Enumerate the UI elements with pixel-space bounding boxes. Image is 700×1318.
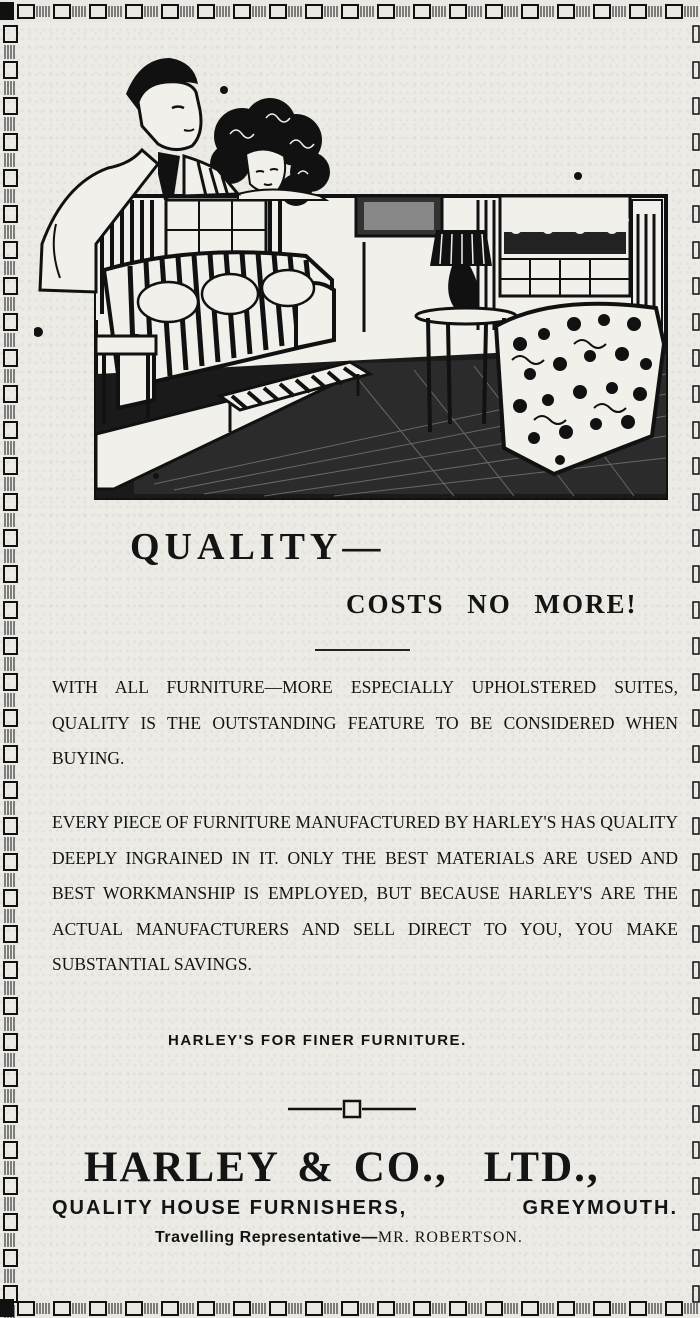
travelling-representative-line — [155, 1225, 523, 1251]
representative-name: MR. ROBERTSON. — [377, 1229, 523, 1246]
company-name-line — [84, 1140, 600, 1196]
short-divider-rule — [315, 649, 410, 651]
right-border-ornament — [692, 0, 700, 1318]
company-suffix: LTD., — [483, 1144, 600, 1191]
body-paragraph-manufacturing: EVERY PIECE OF FURNITURE MANUFACTURED BY HARLEY'S HAS QUALITY DEEPLY INGRAINED IN IT. ONLY THE BEST MATERIALS ARE USED AND BEST WORKMANSHIP IS EMPLOYED, BUT BECAUSE HARLEY'S ARE THE ACTUAL MANUFACTURERS AND SELL DIRECT TO YOU, YOU MAKE SUBSTANTIAL SAVINGS. — [52, 812, 678, 974]
tagline: HARLEY'S FOR FINER FURNITURE. — [168, 1032, 467, 1049]
headline-quality: QUALITY— — [130, 526, 386, 568]
representative-label: Travelling Representative— — [155, 1229, 378, 1246]
subheadline-costs-no-more: COSTS NO MORE! — [346, 589, 638, 619]
body-paragraph-upholstered-suites: WITH ALL FURNITURE—MORE ESPECIALLY UPHOLSTERED SUITES, QUALITY IS THE OUTSTANDING FEATURE TO BE CONSIDERED WHEN BUYING. — [52, 677, 678, 768]
divider-ornament-icon — [286, 1097, 418, 1121]
living-room-illustration — [34, 44, 670, 506]
business-town: GREYMOUTH. — [522, 1197, 678, 1219]
left-border-ornament — [0, 0, 22, 1318]
top-border-ornament — [0, 0, 700, 22]
company-name: HARLEY & CO., — [84, 1144, 448, 1191]
bottom-border-ornament — [0, 1296, 700, 1318]
business-descriptor: QUALITY HOUSE FURNISHERS, — [52, 1197, 408, 1219]
